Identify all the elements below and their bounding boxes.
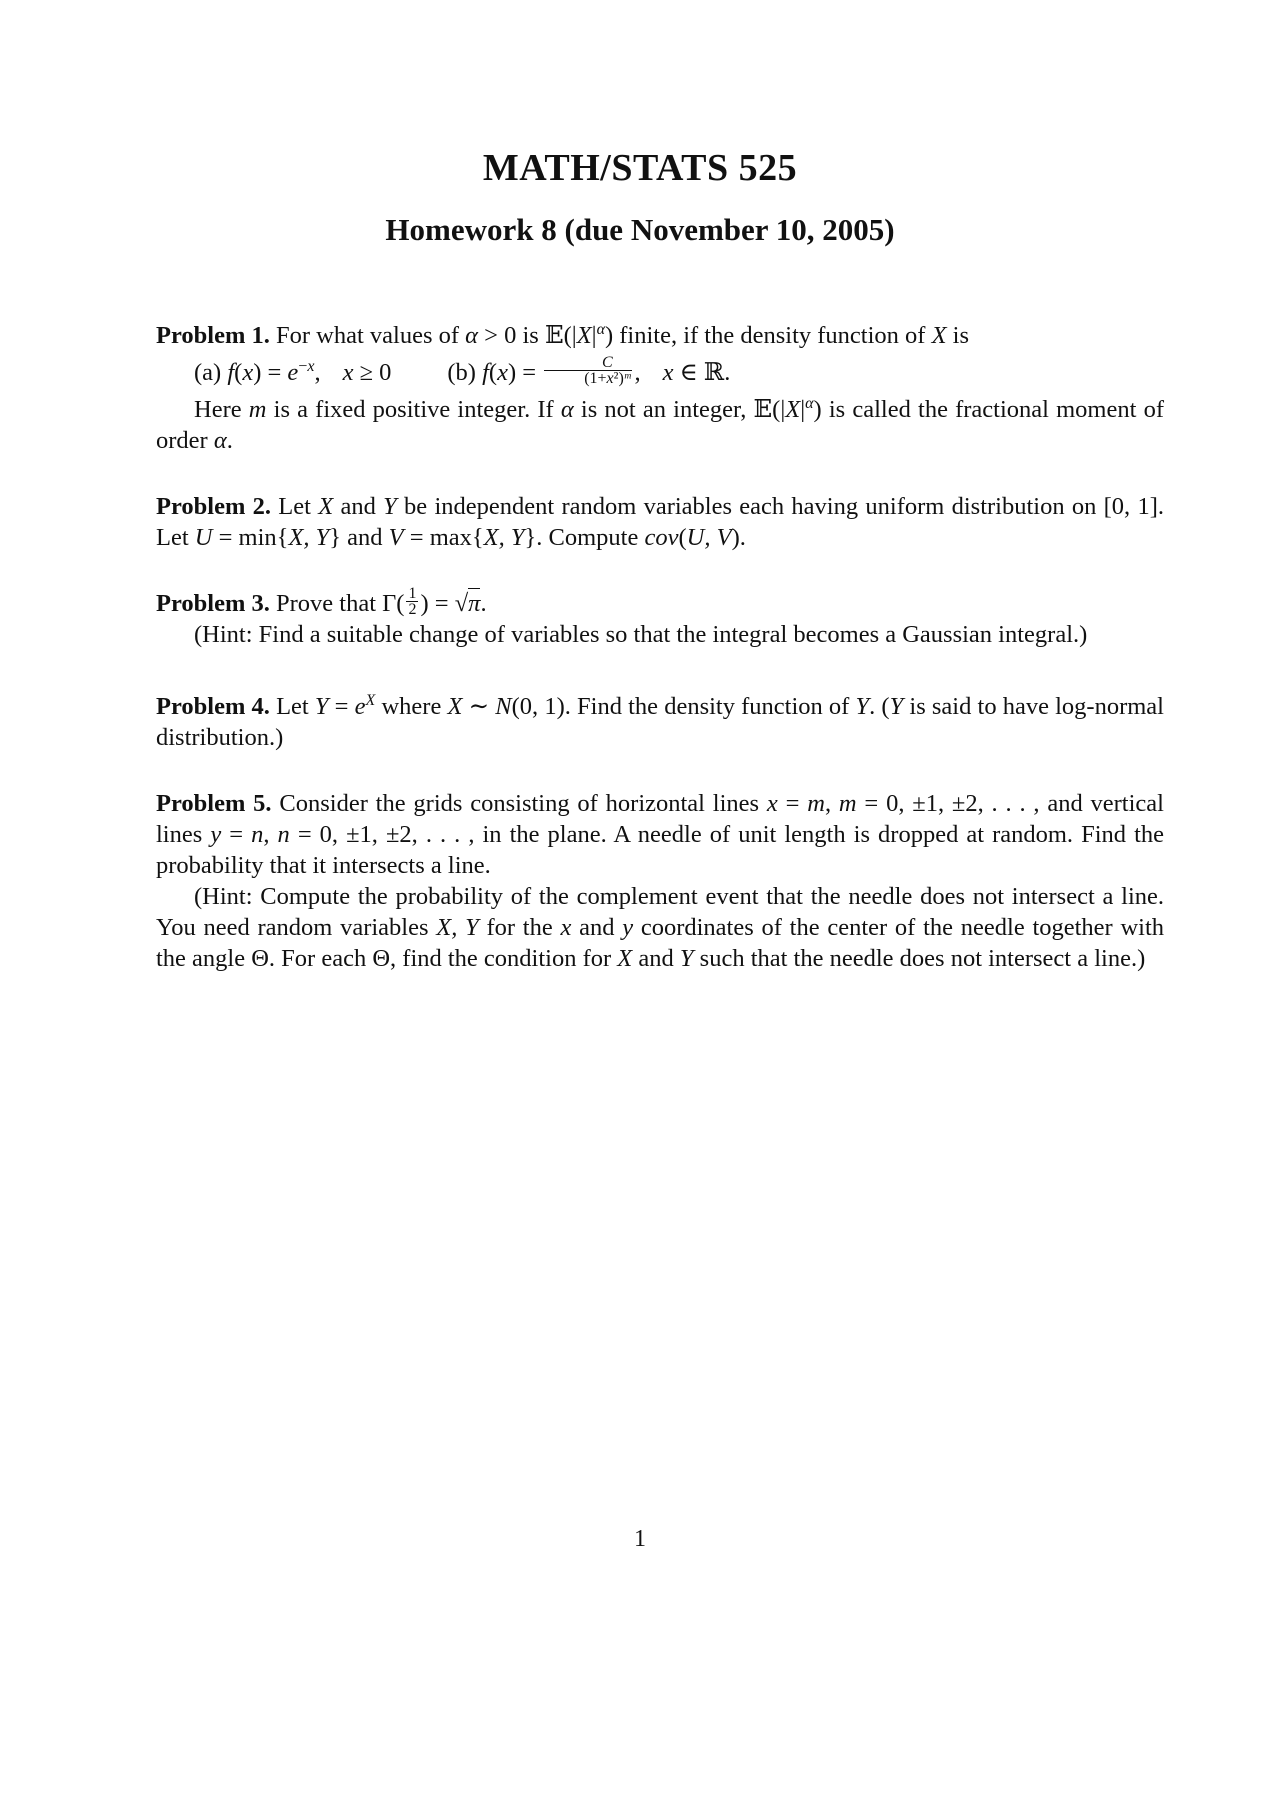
problem-5-text: Problem 5. Consider the grids consisting of horizontal lines x = m, m = 0, ±1, ±2, . . . , and vertical lines y = n, n = 0, ±1, ±2, . . . , in the plane. A needle of unit length is dropped at random. Find the probability that it intersects a line. [156,790,1164,879]
problem-4 [156,685,1164,753]
problem-5 [156,788,1164,974]
problem-1-note: Here m is a fixed positive integer. If α is not an integer, $𝔼(|X|^\alpha)$ is called the fractional moment of order α. [156,395,1164,454]
homework-title: Homework 8 (due November 10, 2005) [385,212,895,247]
problem-label: Problem 1. [156,322,270,349]
problem-label: Problem 5. [156,790,272,817]
problem-label: Problem 3. [156,590,270,617]
problems-list [156,314,1164,1009]
problem-2 [156,491,1164,553]
problem-1-text: For what values of α > 0 is $𝔼(|X|^\alpha)$ finite, if the density function of X is [276,321,970,349]
page-number: 1 [634,1526,646,1552]
problem-1-cases [156,351,1164,388]
problem-1-intro [156,314,1164,351]
course-title: MATH/STATS 525 [482,147,798,189]
problem-5-hint: (Hint: Compute the probability of the complement event that the needle does not intersect a line. You need random variables X, Y for the x and y coordinates of the center of the needle together with the angle Θ. For each Θ, find the condition for X and Y such that the needle does not intersect a line.) [156,883,1165,972]
problem-1 [156,314,1164,456]
problem-2-text: Problem 2. Let X and Y be independent random variables each having uniform distribution on [0, 1]. Let U = min{X, Y} and V = max{X, Y}. Compute cov(U, V). [156,493,1164,551]
problem-label: Problem 4. [156,693,270,720]
problem-4-text: Problem 4. Let $Y = e^X$ where X ∼ N(0, 1). Find the density function of Y. (Y is said to have log-normal distribution.) [156,692,1164,751]
problem-3 [156,584,1164,650]
problem-label: Problem 2. [156,493,272,520]
problem-3-text: Problem 3. Prove that Γ( $\frac{1}{2}$ ) = √π. [156,584,487,618]
case-b: (b) f(x) = $\frac{C}{\text{(1+x²)ᵐ}}$ , x ∈ ℝ. [447,353,731,387]
case-a: (a) $f(x) = e^{-x}$, x ≥ 0 [194,358,392,386]
problem-3-hint: (Hint: Find a suitable change of variables so that the integral becomes a Gaussian integral.) [194,621,1088,648]
